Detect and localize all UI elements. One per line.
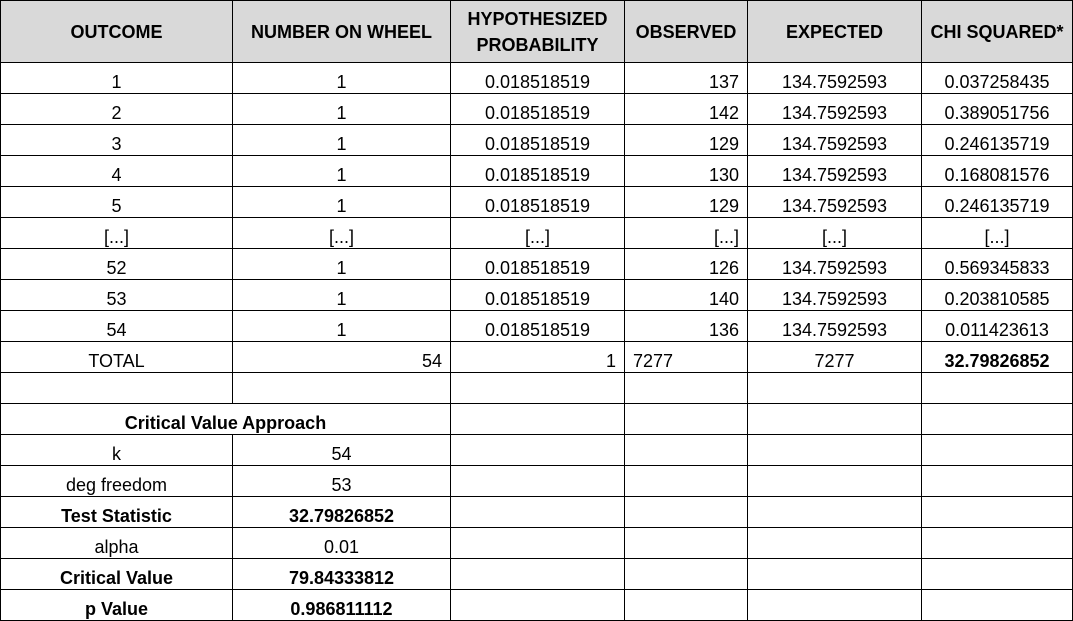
number-on-wheel-cell: 1: [233, 311, 451, 342]
expected-cell: 134.7592593: [748, 280, 922, 311]
critical-value-label: Critical Value: [1, 559, 233, 590]
observed-cell: 142: [625, 94, 748, 125]
total-probability: 1: [451, 342, 625, 373]
total-label: TOTAL: [1, 342, 233, 373]
expected-cell: 134.7592593: [748, 125, 922, 156]
empty-cell: [748, 404, 922, 435]
critical-title-row: [1, 404, 1073, 435]
critical-row-k: [1, 435, 1073, 466]
empty-cell: [1, 373, 233, 404]
empty-cell: [451, 404, 625, 435]
outcome-cell: 1: [1, 63, 233, 94]
chi-squared-cell: 0.203810585: [922, 280, 1073, 311]
empty-cell: [451, 466, 625, 497]
empty-cell: [748, 559, 922, 590]
outcome-cell: 53: [1, 280, 233, 311]
probability-cell: 0.018518519: [451, 280, 625, 311]
outcome-cell: 52: [1, 249, 233, 280]
p-value-value: 0.986811112: [233, 590, 451, 621]
empty-cell: [748, 590, 922, 621]
empty-cell: [748, 435, 922, 466]
empty-cell: [451, 559, 625, 590]
probability-cell: 0.018518519: [451, 187, 625, 218]
header-expected: EXPECTED: [748, 1, 922, 63]
p-value-label: p Value: [1, 590, 233, 621]
critical-value-title: Critical Value Approach: [1, 404, 451, 435]
header-hypothesized-probability: HYPOTHESIZED PROBABILITY: [451, 1, 625, 63]
empty-cell: [451, 373, 625, 404]
empty-cell: [748, 497, 922, 528]
deg-freedom-label: deg freedom: [1, 466, 233, 497]
empty-cell: [922, 497, 1073, 528]
probability-cell: 0.018518519: [451, 156, 625, 187]
header-number-on-wheel: NUMBER ON WHEEL: [233, 1, 451, 63]
ellipsis-cell: [...]: [748, 218, 922, 249]
chi-squared-cell: 0.011423613: [922, 311, 1073, 342]
table-row: [1, 156, 1073, 187]
empty-cell: [748, 373, 922, 404]
table-row: [1, 187, 1073, 218]
ellipsis-cell: [...]: [1, 218, 233, 249]
alpha-value: 0.01: [233, 528, 451, 559]
table-row: [1, 311, 1073, 342]
ellipsis-row: [1, 218, 1073, 249]
empty-cell: [922, 590, 1073, 621]
k-label: k: [1, 435, 233, 466]
empty-cell: [922, 559, 1073, 590]
expected-cell: 134.7592593: [748, 63, 922, 94]
empty-cell: [625, 435, 748, 466]
probability-cell: 0.018518519: [451, 311, 625, 342]
number-on-wheel-cell: 1: [233, 125, 451, 156]
outcome-cell: 3: [1, 125, 233, 156]
empty-cell: [625, 373, 748, 404]
empty-cell: [625, 497, 748, 528]
observed-cell: 136: [625, 311, 748, 342]
outcome-cell: 54: [1, 311, 233, 342]
critical-row-p-value: [1, 590, 1073, 621]
table-row: [1, 94, 1073, 125]
observed-cell: 140: [625, 280, 748, 311]
test-statistic-value: 32.79826852: [233, 497, 451, 528]
number-on-wheel-cell: 1: [233, 63, 451, 94]
number-on-wheel-cell: 1: [233, 280, 451, 311]
header-row: [1, 1, 1073, 63]
expected-cell: 134.7592593: [748, 249, 922, 280]
probability-cell: 0.018518519: [451, 94, 625, 125]
ellipsis-cell: [...]: [625, 218, 748, 249]
chi-squared-cell: 0.246135719: [922, 125, 1073, 156]
ellipsis-cell: [...]: [233, 218, 451, 249]
empty-cell: [451, 590, 625, 621]
chi-squared-cell: 0.389051756: [922, 94, 1073, 125]
empty-cell: [922, 404, 1073, 435]
empty-cell: [451, 435, 625, 466]
empty-cell: [625, 528, 748, 559]
empty-cell: [625, 559, 748, 590]
expected-cell: 134.7592593: [748, 156, 922, 187]
number-on-wheel-cell: 1: [233, 94, 451, 125]
expected-cell: 134.7592593: [748, 94, 922, 125]
empty-cell: [451, 497, 625, 528]
table-row: [1, 63, 1073, 94]
expected-cell: 134.7592593: [748, 311, 922, 342]
outcome-cell: 4: [1, 156, 233, 187]
observed-cell: 130: [625, 156, 748, 187]
number-on-wheel-cell: 1: [233, 187, 451, 218]
ellipsis-cell: [...]: [451, 218, 625, 249]
number-on-wheel-cell: 1: [233, 249, 451, 280]
empty-cell: [922, 435, 1073, 466]
k-value: 54: [233, 435, 451, 466]
probability-cell: 0.018518519: [451, 125, 625, 156]
total-number-on-wheel: 54: [233, 342, 451, 373]
table-row: [1, 249, 1073, 280]
outcome-cell: 2: [1, 94, 233, 125]
outcome-cell: 5: [1, 187, 233, 218]
table-row: [1, 280, 1073, 311]
ellipsis-cell: [...]: [922, 218, 1073, 249]
probability-cell: 0.018518519: [451, 63, 625, 94]
empty-cell: [748, 528, 922, 559]
observed-cell: 129: [625, 125, 748, 156]
critical-row-test-statistic: [1, 497, 1073, 528]
expected-cell: 134.7592593: [748, 187, 922, 218]
total-row: [1, 342, 1073, 373]
alpha-label: alpha: [1, 528, 233, 559]
probability-cell: 0.018518519: [451, 249, 625, 280]
header-observed: OBSERVED: [625, 1, 748, 63]
critical-row-deg-freedom: [1, 466, 1073, 497]
observed-cell: 137: [625, 63, 748, 94]
observed-cell: 129: [625, 187, 748, 218]
total-chi-squared: 32.79826852: [922, 342, 1073, 373]
empty-cell: [922, 528, 1073, 559]
critical-row-alpha: [1, 528, 1073, 559]
empty-cell: [625, 466, 748, 497]
empty-cell: [233, 373, 451, 404]
chi-squared-cell: 0.569345833: [922, 249, 1073, 280]
total-observed: 7277: [625, 342, 748, 373]
empty-cell: [922, 466, 1073, 497]
table-row: [1, 125, 1073, 156]
deg-freedom-value: 53: [233, 466, 451, 497]
total-expected: 7277: [748, 342, 922, 373]
critical-value-value: 79.84333812: [233, 559, 451, 590]
chi-squared-cell: 0.246135719: [922, 187, 1073, 218]
chi-squared-cell: 0.037258435: [922, 63, 1073, 94]
header-outcome: OUTCOME: [1, 1, 233, 63]
blank-row: [1, 373, 1073, 404]
critical-row-critical-value: [1, 559, 1073, 590]
test-statistic-label: Test Statistic: [1, 497, 233, 528]
observed-cell: 126: [625, 249, 748, 280]
empty-cell: [625, 404, 748, 435]
empty-cell: [451, 528, 625, 559]
number-on-wheel-cell: 1: [233, 156, 451, 187]
empty-cell: [625, 590, 748, 621]
empty-cell: [748, 466, 922, 497]
header-chi-squared: CHI SQUARED*: [922, 1, 1073, 63]
chi-squared-cell: 0.168081576: [922, 156, 1073, 187]
empty-cell: [922, 373, 1073, 404]
